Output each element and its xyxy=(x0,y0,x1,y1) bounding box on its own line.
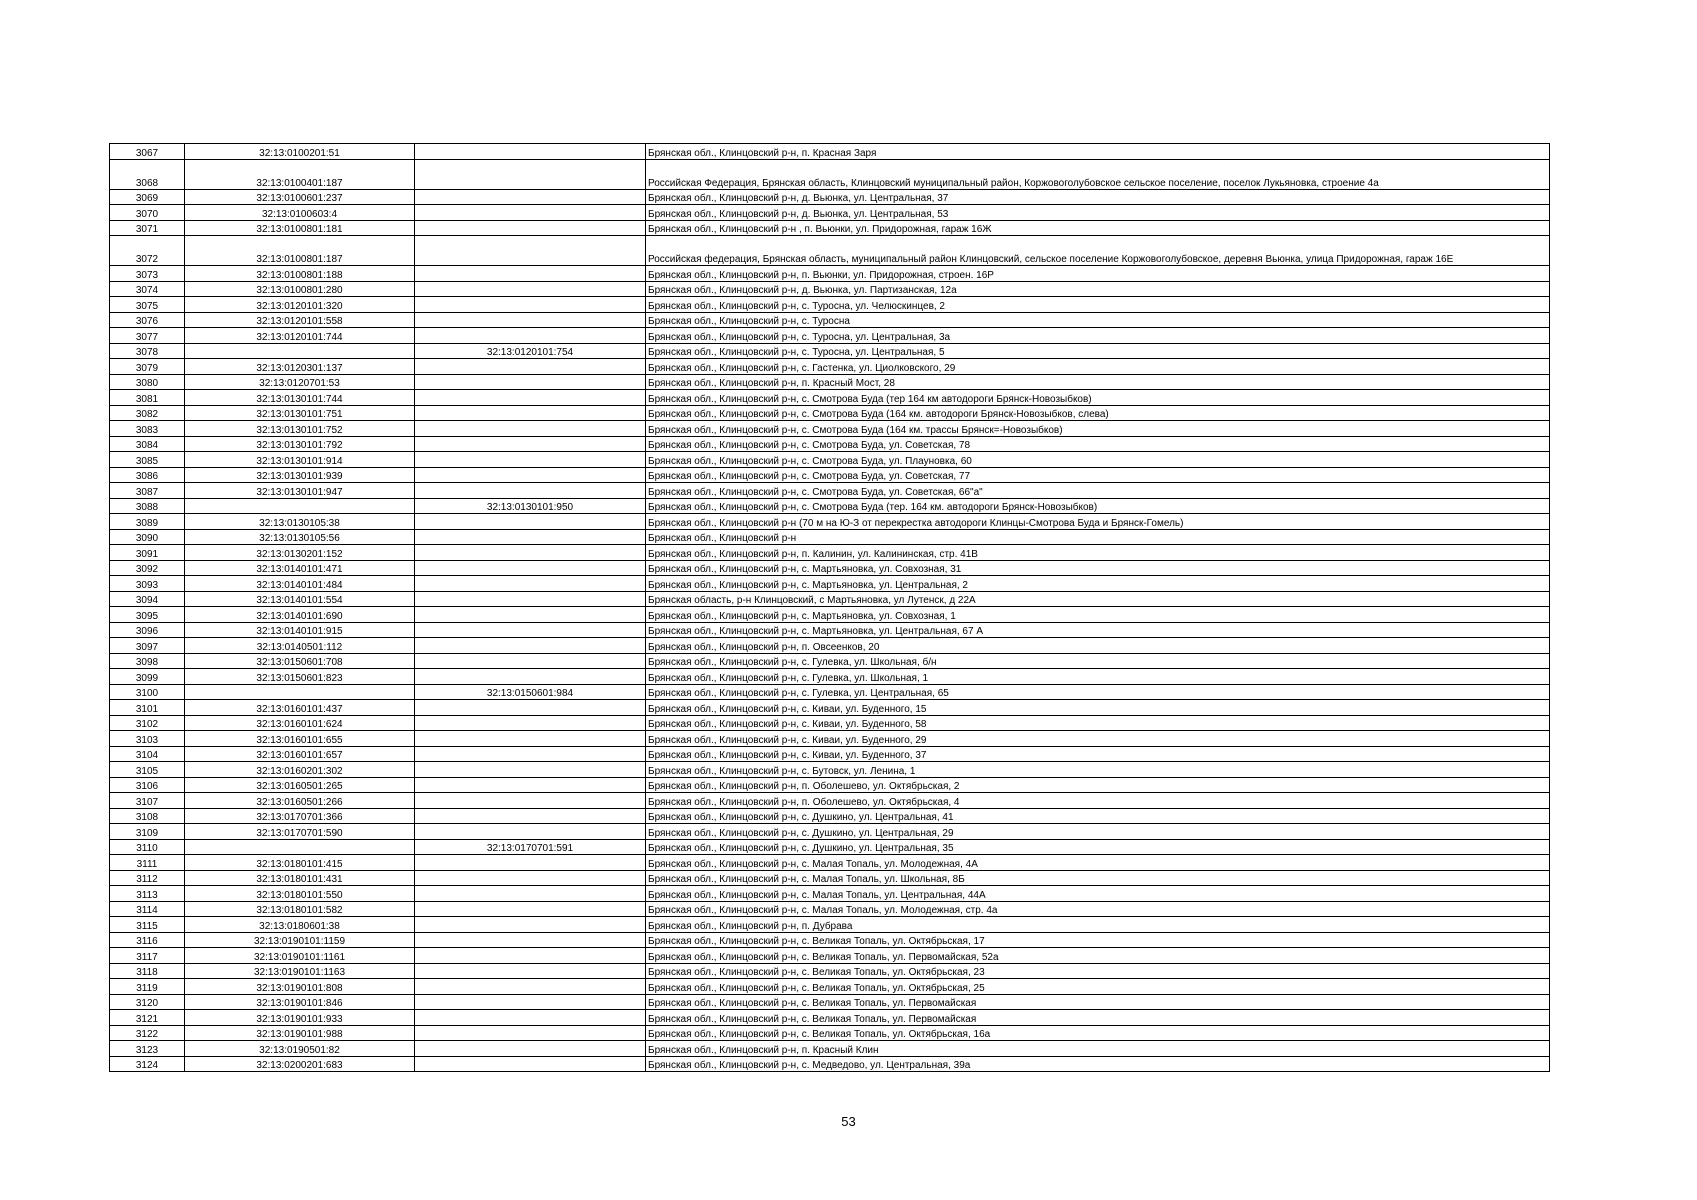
address-cell: Брянская обл., Клинцовский р-н, с. Душкино, ул. Центральная, 29 xyxy=(646,824,1550,840)
table-row xyxy=(110,312,1550,328)
cadastral-number-alt-cell xyxy=(415,979,646,995)
address-cell: Брянская обл., Клинцовский р-н, п. Оболешево, ул. Октябрьская, 2 xyxy=(646,777,1550,793)
cadastral-number-cell: 32:13:0100401:187 xyxy=(185,159,415,189)
address-cell: Брянская обл., Клинцовский р-н, с. Туросна, ул. Челюскинцев, 2 xyxy=(646,297,1550,313)
address-cell: Брянская обл., Клинцовский р-н, с. Медведово, ул. Центральная, 39а xyxy=(646,1056,1550,1072)
cadastral-number-alt-cell xyxy=(415,622,646,638)
address-cell: Брянская обл., Клинцовский р-н, с. Гулевка, ул. Центральная, 65 xyxy=(646,684,1550,700)
table-row xyxy=(110,979,1550,995)
address-cell: Брянская обл., Клинцовский р-н, п. Оболешево, ул. Октябрьская, 4 xyxy=(646,793,1550,809)
cadastral-number-alt-cell xyxy=(415,870,646,886)
table-row xyxy=(110,870,1550,886)
cadastral-number-cell: 32:13:0130101:752 xyxy=(185,421,415,437)
cadastral-number-cell: 32:13:0160101:657 xyxy=(185,746,415,762)
row-number-cell: 3069 xyxy=(110,189,185,205)
address-cell: Брянская обл., Клинцовский р-н, с. Мартьяновка, ул. Совхозная, 31 xyxy=(646,560,1550,576)
registry-table-body xyxy=(110,144,1550,1072)
row-number-cell: 3098 xyxy=(110,653,185,669)
cadastral-number-alt-cell xyxy=(415,715,646,731)
cadastral-number-cell: 32:13:0160101:655 xyxy=(185,731,415,747)
row-number-cell: 3070 xyxy=(110,205,185,221)
cadastral-number-cell: 32:13:0100801:280 xyxy=(185,281,415,297)
address-cell: Брянская обл., Клинцовский р-н, с. Великая Топаль, ул. Первомайская xyxy=(646,1010,1550,1026)
address-cell: Брянская обл., Клинцовский р-н, с. Душкино, ул. Центральная, 35 xyxy=(646,839,1550,855)
address-cell: Брянская обл., Клинцовский р-н, с. Мартьяновка, ул. Центральная, 2 xyxy=(646,576,1550,592)
row-number-cell: 3089 xyxy=(110,514,185,530)
cadastral-number-cell: 32:13:0100801:188 xyxy=(185,266,415,282)
cadastral-number-alt-cell xyxy=(415,948,646,964)
row-number-cell: 3123 xyxy=(110,1041,185,1057)
address-cell: Брянская обл., Клинцовский р-н, п. Овсеенков, 20 xyxy=(646,638,1550,654)
table-row xyxy=(110,483,1550,499)
table-row xyxy=(110,545,1550,561)
cadastral-number-cell: 32:13:0140501:112 xyxy=(185,638,415,654)
cadastral-number-cell: 32:13:0130105:56 xyxy=(185,529,415,545)
row-number-cell: 3118 xyxy=(110,963,185,979)
cadastral-number-alt-cell xyxy=(415,205,646,221)
table-row xyxy=(110,839,1550,855)
row-number-cell: 3119 xyxy=(110,979,185,995)
cadastral-number-cell: 32:13:0130201:152 xyxy=(185,545,415,561)
cadastral-number-cell: 32:13:0160501:266 xyxy=(185,793,415,809)
table-row xyxy=(110,576,1550,592)
table-row xyxy=(110,1010,1550,1026)
row-number-cell: 3122 xyxy=(110,1025,185,1041)
address-cell: Брянская обл., Клинцовский р-н, с. Малая Топаль, ул. Центральная, 44А xyxy=(646,886,1550,902)
cadastral-number-alt-cell xyxy=(415,144,646,160)
table-row xyxy=(110,684,1550,700)
table-row xyxy=(110,266,1550,282)
cadastral-number-alt-cell: 32:13:0170701:591 xyxy=(415,839,646,855)
cadastral-number-alt-cell xyxy=(415,700,646,716)
cadastral-number-cell: 32:13:0150601:708 xyxy=(185,653,415,669)
table-row xyxy=(110,762,1550,778)
address-cell: Брянская обл., Клинцовский р-н, с. Туросна, ул. Центральная, 5 xyxy=(646,343,1550,359)
cadastral-number-alt-cell xyxy=(415,359,646,375)
cadastral-number-cell: 32:13:0160201:302 xyxy=(185,762,415,778)
cadastral-number-cell: 32:13:0100603:4 xyxy=(185,205,415,221)
address-cell: Брянская обл., Клинцовский р-н, с. Великая Топаль, ул. Первомайская xyxy=(646,994,1550,1010)
row-number-cell: 3067 xyxy=(110,144,185,160)
row-number-cell: 3068 xyxy=(110,159,185,189)
table-row xyxy=(110,452,1550,468)
cadastral-number-alt-cell xyxy=(415,452,646,468)
table-row xyxy=(110,824,1550,840)
row-number-cell: 3091 xyxy=(110,545,185,561)
cadastral-number-alt-cell xyxy=(415,545,646,561)
table-row xyxy=(110,715,1550,731)
cadastral-number-alt-cell xyxy=(415,390,646,406)
cadastral-number-cell: 32:13:0120301:137 xyxy=(185,359,415,375)
cadastral-number-alt-cell xyxy=(415,808,646,824)
table-row xyxy=(110,963,1550,979)
table-row xyxy=(110,1041,1550,1057)
address-cell: Брянская обл., Клинцовский р-н, с. Смотрова Буда (164 км. автодороги Брянск-Новозыбков, слева) xyxy=(646,405,1550,421)
row-number-cell: 3101 xyxy=(110,700,185,716)
address-cell: Российская федерация, Брянская область, муниципальный район Клинцовский, сельское поселение Коржовоголубовское, деревня Вьюнка, улица Придорожная, гараж 16Е xyxy=(646,236,1550,266)
cadastral-number-cell: 32:13:0190101:1163 xyxy=(185,963,415,979)
table-row xyxy=(110,560,1550,576)
address-cell: Брянская обл., Клинцовский р-н, п. Вьюнки, ул. Придорожная, строен. 16Р xyxy=(646,266,1550,282)
table-row xyxy=(110,622,1550,638)
cadastral-number-alt-cell: 32:13:0150601:984 xyxy=(415,684,646,700)
row-number-cell: 3084 xyxy=(110,436,185,452)
cadastral-number-cell: 32:13:0130101:744 xyxy=(185,390,415,406)
cadastral-number-alt-cell xyxy=(415,917,646,933)
row-number-cell: 3086 xyxy=(110,467,185,483)
row-number-cell: 3108 xyxy=(110,808,185,824)
cadastral-number-cell: 32:13:0160101:437 xyxy=(185,700,415,716)
address-cell: Брянская обл., Клинцовский р-н, с. Великая Топаль, ул. Октябрьская, 25 xyxy=(646,979,1550,995)
table-row xyxy=(110,994,1550,1010)
table-row xyxy=(110,731,1550,747)
cadastral-number-cell: 32:13:0100601:237 xyxy=(185,189,415,205)
registry-table xyxy=(109,143,1550,1072)
cadastral-number-cell: 32:13:0140101:471 xyxy=(185,560,415,576)
cadastral-number-alt-cell xyxy=(415,669,646,685)
cadastral-number-cell: 32:13:0170701:590 xyxy=(185,824,415,840)
row-number-cell: 3099 xyxy=(110,669,185,685)
cadastral-number-alt-cell xyxy=(415,266,646,282)
cadastral-number-alt-cell xyxy=(415,236,646,266)
cadastral-number-alt-cell xyxy=(415,467,646,483)
row-number-cell: 3111 xyxy=(110,855,185,871)
address-cell: Брянская область, р-н Клинцовский, с Мартьяновка, ул Лутенск, д 22А xyxy=(646,591,1550,607)
table-row xyxy=(110,529,1550,545)
cadastral-number-alt-cell xyxy=(415,297,646,313)
table-row xyxy=(110,405,1550,421)
cadastral-number-cell: 32:13:0180101:431 xyxy=(185,870,415,886)
cadastral-number-alt-cell xyxy=(415,762,646,778)
cadastral-number-cell xyxy=(185,684,415,700)
row-number-cell: 3115 xyxy=(110,917,185,933)
table-row xyxy=(110,159,1550,189)
table-row xyxy=(110,746,1550,762)
cadastral-number-cell: 32:13:0120101:744 xyxy=(185,328,415,344)
row-number-cell: 3109 xyxy=(110,824,185,840)
address-cell: Брянская обл., Клинцовский р-н, д. Вьюнка, ул. Партизанская, 12а xyxy=(646,281,1550,297)
address-cell: Брянская обл., Клинцовский р-н, д. Вьюнка, ул. Центральная, 53 xyxy=(646,205,1550,221)
address-cell: Брянская обл., Клинцовский р-н, с. Смотрова Буда, ул. Советская, 66"а" xyxy=(646,483,1550,499)
cadastral-number-cell: 32:13:0160501:265 xyxy=(185,777,415,793)
cadastral-number-alt-cell xyxy=(415,189,646,205)
address-cell: Брянская обл., Клинцовский р-н, с. Великая Топаль, ул. Первомайская, 52а xyxy=(646,948,1550,964)
cadastral-number-cell xyxy=(185,839,415,855)
row-number-cell: 3072 xyxy=(110,236,185,266)
address-cell: Брянская обл., Клинцовский р-н, с. Смотрова Буда, ул. Советская, 77 xyxy=(646,467,1550,483)
cadastral-number-alt-cell xyxy=(415,374,646,390)
address-cell: Брянская обл., Клинцовский р-н, с. Киваи, ул. Буденного, 15 xyxy=(646,700,1550,716)
address-cell: Брянская обл., Клинцовский р-н, д. Вьюнка, ул. Центральная, 37 xyxy=(646,189,1550,205)
table-row xyxy=(110,793,1550,809)
cadastral-number-alt-cell xyxy=(415,421,646,437)
table-row xyxy=(110,297,1550,313)
cadastral-number-alt-cell xyxy=(415,514,646,530)
row-number-cell: 3074 xyxy=(110,281,185,297)
table-row xyxy=(110,855,1550,871)
row-number-cell: 3082 xyxy=(110,405,185,421)
cadastral-number-cell: 32:13:0120701:53 xyxy=(185,374,415,390)
row-number-cell: 3083 xyxy=(110,421,185,437)
row-number-cell: 3103 xyxy=(110,731,185,747)
row-number-cell: 3088 xyxy=(110,498,185,514)
cadastral-number-cell: 32:13:0190101:846 xyxy=(185,994,415,1010)
row-number-cell: 3113 xyxy=(110,886,185,902)
cadastral-number-alt-cell xyxy=(415,607,646,623)
address-cell: Брянская обл., Клинцовский р-н, с. Смотрова Буда (тер. 164 км. автодороги Брянск-Новозыбков) xyxy=(646,498,1550,514)
table-row xyxy=(110,777,1550,793)
cadastral-number-cell: 32:13:0130105:38 xyxy=(185,514,415,530)
row-number-cell: 3075 xyxy=(110,297,185,313)
table-row xyxy=(110,205,1550,221)
cadastral-number-alt-cell xyxy=(415,220,646,236)
table-row xyxy=(110,948,1550,964)
cadastral-number-alt-cell xyxy=(415,886,646,902)
row-number-cell: 3077 xyxy=(110,328,185,344)
address-cell: Брянская обл., Клинцовский р-н, с. Смотрова Буда, ул. Плауновка, 60 xyxy=(646,452,1550,468)
cadastral-number-alt-cell xyxy=(415,483,646,499)
row-number-cell: 3100 xyxy=(110,684,185,700)
address-cell: Брянская обл., Клинцовский р-н (70 м на Ю-З от перекрестка автодороги Клинцы-Смотрова Буда и Брянск-Гомель) xyxy=(646,514,1550,530)
address-cell: Брянская обл., Клинцовский р-н xyxy=(646,529,1550,545)
table-row xyxy=(110,653,1550,669)
cadastral-number-cell: 32:13:0130101:792 xyxy=(185,436,415,452)
cadastral-number-cell: 32:13:0120101:558 xyxy=(185,312,415,328)
table-row xyxy=(110,498,1550,514)
cadastral-number-cell: 32:13:0180101:582 xyxy=(185,901,415,917)
address-cell: Брянская обл., Клинцовский р-н, с. Мартьяновка, ул. Центральная, 67 А xyxy=(646,622,1550,638)
address-cell: Брянская обл., Клинцовский р-н, с. Киваи, ул. Буденного, 29 xyxy=(646,731,1550,747)
cadastral-number-alt-cell xyxy=(415,793,646,809)
cadastral-number-cell: 32:13:0100801:187 xyxy=(185,236,415,266)
address-cell: Брянская обл., Клинцовский р-н, п. Дубрава xyxy=(646,917,1550,933)
address-cell: Брянская обл., Клинцовский р-н, п. Красный Клин xyxy=(646,1041,1550,1057)
row-number-cell: 3080 xyxy=(110,374,185,390)
table-row xyxy=(110,638,1550,654)
row-number-cell: 3097 xyxy=(110,638,185,654)
table-row xyxy=(110,886,1550,902)
row-number-cell: 3096 xyxy=(110,622,185,638)
table-row xyxy=(110,343,1550,359)
table-row xyxy=(110,390,1550,406)
cadastral-number-alt-cell xyxy=(415,159,646,189)
row-number-cell: 3087 xyxy=(110,483,185,499)
cadastral-number-cell: 32:13:0130101:751 xyxy=(185,405,415,421)
cadastral-number-alt-cell xyxy=(415,1025,646,1041)
address-cell: Брянская обл., Клинцовский р-н, с. Душкино, ул. Центральная, 41 xyxy=(646,808,1550,824)
cadastral-number-cell: 32:13:0190101:1161 xyxy=(185,948,415,964)
cadastral-number-cell: 32:13:0140101:915 xyxy=(185,622,415,638)
address-cell: Брянская обл., Клинцовский р-н, с. Малая Топаль, ул. Школьная, 8Б xyxy=(646,870,1550,886)
cadastral-number-alt-cell xyxy=(415,638,646,654)
row-number-cell: 3110 xyxy=(110,839,185,855)
address-cell: Российская Федерация, Брянская область, Клинцовский муниципальный район, Коржовоголубовское сельское поселение, поселок Лукьяновка, строение 4а xyxy=(646,159,1550,189)
table-row xyxy=(110,607,1550,623)
table-row xyxy=(110,421,1550,437)
table-row xyxy=(110,220,1550,236)
address-cell: Брянская обл., Клинцовский р-н, с. Гастенка, ул. Циолковского, 29 xyxy=(646,359,1550,375)
row-number-cell: 3092 xyxy=(110,560,185,576)
row-number-cell: 3117 xyxy=(110,948,185,964)
cadastral-number-alt-cell xyxy=(415,328,646,344)
cadastral-number-alt-cell xyxy=(415,1010,646,1026)
address-cell: Брянская обл., Клинцовский р-н, с. Великая Топаль, ул. Октябрьская, 16а xyxy=(646,1025,1550,1041)
row-number-cell: 3076 xyxy=(110,312,185,328)
row-number-cell: 3079 xyxy=(110,359,185,375)
cadastral-number-cell: 32:13:0130101:914 xyxy=(185,452,415,468)
cadastral-number-cell: 32:13:0190101:988 xyxy=(185,1025,415,1041)
cadastral-number-cell xyxy=(185,343,415,359)
table-row xyxy=(110,359,1550,375)
cadastral-number-alt-cell xyxy=(415,932,646,948)
table-row xyxy=(110,467,1550,483)
table-row xyxy=(110,281,1550,297)
row-number-cell: 3121 xyxy=(110,1010,185,1026)
row-number-cell: 3093 xyxy=(110,576,185,592)
cadastral-number-alt-cell xyxy=(415,529,646,545)
cadastral-number-cell: 32:13:0130101:947 xyxy=(185,483,415,499)
row-number-cell: 3071 xyxy=(110,220,185,236)
row-number-cell: 3081 xyxy=(110,390,185,406)
table-row xyxy=(110,932,1550,948)
cadastral-number-cell: 32:13:0100201:51 xyxy=(185,144,415,160)
address-cell: Брянская обл., Клинцовский р-н, п. Красная Заря xyxy=(646,144,1550,160)
row-number-cell: 3090 xyxy=(110,529,185,545)
cadastral-number-cell xyxy=(185,498,415,514)
row-number-cell: 3114 xyxy=(110,901,185,917)
cadastral-number-alt-cell xyxy=(415,731,646,747)
cadastral-number-alt-cell xyxy=(415,746,646,762)
cadastral-number-cell: 32:13:0150601:823 xyxy=(185,669,415,685)
address-cell: Брянская обл., Клинцовский р-н, п. Красный Мост, 28 xyxy=(646,374,1550,390)
address-cell: Брянская обл., Клинцовский р-н, с. Малая Топаль, ул. Молодежная, стр. 4а xyxy=(646,901,1550,917)
row-number-cell: 3085 xyxy=(110,452,185,468)
cadastral-number-alt-cell xyxy=(415,312,646,328)
table-row xyxy=(110,1025,1550,1041)
row-number-cell: 3073 xyxy=(110,266,185,282)
address-cell: Брянская обл., Клинцовский р-н, с. Бутовск, ул. Ленина, 1 xyxy=(646,762,1550,778)
row-number-cell: 3094 xyxy=(110,591,185,607)
cadastral-number-cell: 32:13:0180101:415 xyxy=(185,855,415,871)
cadastral-number-cell: 32:13:0190101:808 xyxy=(185,979,415,995)
cadastral-number-alt-cell xyxy=(415,824,646,840)
cadastral-number-cell: 32:13:0140101:484 xyxy=(185,576,415,592)
cadastral-number-alt-cell xyxy=(415,855,646,871)
address-cell: Брянская обл., Клинцовский р-н, с. Туросна, ул. Центральная, 3а xyxy=(646,328,1550,344)
row-number-cell: 3106 xyxy=(110,777,185,793)
row-number-cell: 3112 xyxy=(110,870,185,886)
page-number: 53 xyxy=(841,1114,856,1129)
table-row xyxy=(110,189,1550,205)
table-row xyxy=(110,808,1550,824)
cadastral-number-cell: 32:13:0140101:690 xyxy=(185,607,415,623)
row-number-cell: 3120 xyxy=(110,994,185,1010)
row-number-cell: 3104 xyxy=(110,746,185,762)
address-cell: Брянская обл., Клинцовский р-н, с. Киваи, ул. Буденного, 37 xyxy=(646,746,1550,762)
address-cell: Брянская обл., Клинцовский р-н, п. Калинин, ул. Калининская, стр. 41В xyxy=(646,545,1550,561)
cadastral-number-alt-cell xyxy=(415,281,646,297)
address-cell: Брянская обл., Клинцовский р-н, с. Туросна xyxy=(646,312,1550,328)
address-cell: Брянская обл., Клинцовский р-н, с. Гулевка, ул. Школьная, 1 xyxy=(646,669,1550,685)
cadastral-number-cell: 32:13:0160101:624 xyxy=(185,715,415,731)
cadastral-number-alt-cell xyxy=(415,653,646,669)
row-number-cell: 3095 xyxy=(110,607,185,623)
cadastral-number-cell: 32:13:0120101:320 xyxy=(185,297,415,313)
table-row xyxy=(110,1056,1550,1072)
table-row xyxy=(110,917,1550,933)
table-row xyxy=(110,591,1550,607)
row-number-cell: 3116 xyxy=(110,932,185,948)
address-cell: Брянская обл., Клинцовский р-н, с. Малая Топаль, ул. Молодежная, 4А xyxy=(646,855,1550,871)
cadastral-number-cell: 32:13:0190101:1159 xyxy=(185,932,415,948)
row-number-cell: 3078 xyxy=(110,343,185,359)
cadastral-number-alt-cell xyxy=(415,1041,646,1057)
row-number-cell: 3102 xyxy=(110,715,185,731)
row-number-cell: 3105 xyxy=(110,762,185,778)
table-row xyxy=(110,514,1550,530)
table-row xyxy=(110,901,1550,917)
table-row xyxy=(110,236,1550,266)
address-cell: Брянская обл., Клинцовский р-н, с. Мартьяновка, ул. Совхозная, 1 xyxy=(646,607,1550,623)
cadastral-number-cell: 32:13:0140101:554 xyxy=(185,591,415,607)
cadastral-number-alt-cell xyxy=(415,777,646,793)
table-row xyxy=(110,436,1550,452)
cadastral-number-cell: 32:13:0200201:683 xyxy=(185,1056,415,1072)
cadastral-number-cell: 32:13:0170701:366 xyxy=(185,808,415,824)
cadastral-number-alt-cell xyxy=(415,405,646,421)
cadastral-number-alt-cell: 32:13:0130101:950 xyxy=(415,498,646,514)
cadastral-number-cell: 32:13:0190101:933 xyxy=(185,1010,415,1026)
address-cell: Брянская обл., Клинцовский р-н, с. Киваи, ул. Буденного, 58 xyxy=(646,715,1550,731)
cadastral-number-alt-cell xyxy=(415,963,646,979)
cadastral-number-alt-cell: 32:13:0120101:754 xyxy=(415,343,646,359)
table-row xyxy=(110,144,1550,160)
address-cell: Брянская обл., Клинцовский р-н, с. Смотрова Буда (тер 164 км автодороги Брянск-Новозыбков) xyxy=(646,390,1550,406)
cadastral-number-cell: 32:13:0130101:939 xyxy=(185,467,415,483)
table-row xyxy=(110,374,1550,390)
row-number-cell: 3107 xyxy=(110,793,185,809)
address-cell: Брянская обл., Клинцовский р-н, с. Гулевка, ул. Школьная, б/н xyxy=(646,653,1550,669)
table-row xyxy=(110,700,1550,716)
cadastral-number-cell: 32:13:0180101:550 xyxy=(185,886,415,902)
address-cell: Брянская обл., Клинцовский р-н, с. Смотрова Буда, ул. Советская, 78 xyxy=(646,436,1550,452)
row-number-cell: 3124 xyxy=(110,1056,185,1072)
address-cell: Брянская обл., Клинцовский р-н, с. Смотрова Буда (164 км. трассы Брянск=-Новозыбков) xyxy=(646,421,1550,437)
cadastral-number-alt-cell xyxy=(415,436,646,452)
cadastral-number-alt-cell xyxy=(415,901,646,917)
address-cell: Брянская обл., Клинцовский р-н, с. Великая Топаль, ул. Октябрьская, 17 xyxy=(646,932,1550,948)
cadastral-number-alt-cell xyxy=(415,560,646,576)
cadastral-number-cell: 32:13:0190501:82 xyxy=(185,1041,415,1057)
cadastral-number-alt-cell xyxy=(415,994,646,1010)
cadastral-number-cell: 32:13:0100801:181 xyxy=(185,220,415,236)
cadastral-number-alt-cell xyxy=(415,1056,646,1072)
address-cell: Брянская обл., Клинцовский р-н , п. Вьюнки, ул. Придорожная, гараж 16Ж xyxy=(646,220,1550,236)
table-row xyxy=(110,328,1550,344)
address-cell: Брянская обл., Клинцовский р-н, с. Великая Топаль, ул. Октябрьская, 23 xyxy=(646,963,1550,979)
cadastral-number-alt-cell xyxy=(415,591,646,607)
cadastral-number-alt-cell xyxy=(415,576,646,592)
registry-sheet xyxy=(109,143,1550,1072)
table-row xyxy=(110,669,1550,685)
cadastral-number-cell: 32:13:0180601:38 xyxy=(185,917,415,933)
